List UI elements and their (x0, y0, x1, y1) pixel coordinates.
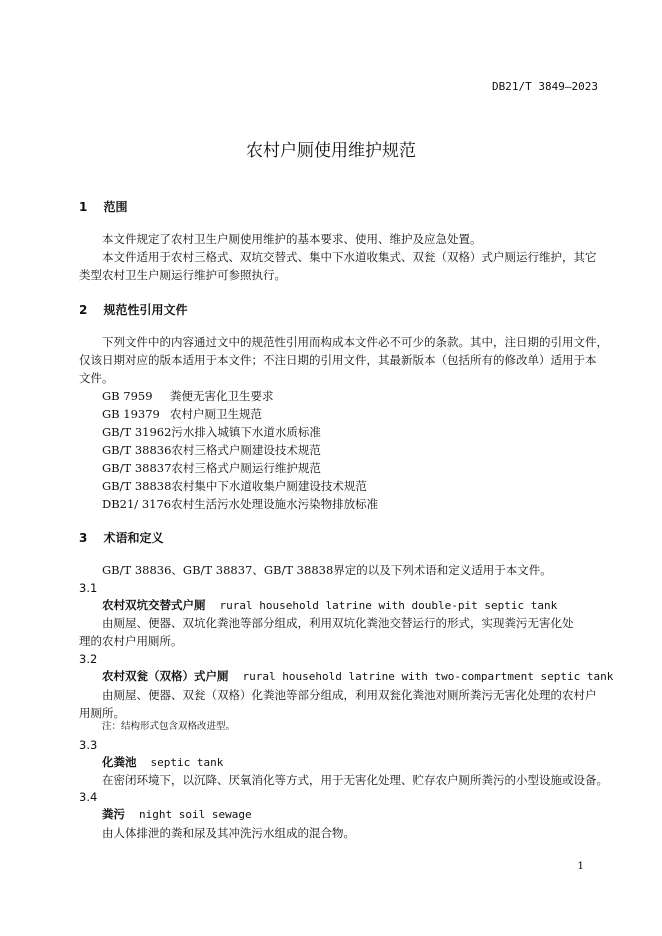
term-definition-line-1: 由厕屋、便器、双瓮（双格）化粪池等部分组成，利用双瓮化粪池对厕所粪污无害化处理的农村户 (102, 688, 597, 702)
term-en: rural household latrine with double-pit septic tank (219, 599, 558, 612)
reference-code: GB/T 38837 (102, 461, 172, 475)
reference-title: 农村三格式户厕建设技术规范 (171, 443, 321, 457)
section-3-number: 3 (79, 531, 88, 545)
section-2-number: 2 (79, 303, 88, 317)
section-1-number: 1 (79, 200, 88, 214)
standard-code: DB21/T 3849—2023 (492, 80, 598, 93)
reference-code: GB/T 31962 (102, 425, 172, 439)
document-title: 农村户厕使用维护规范 (246, 141, 416, 161)
term-cn: 农村双瓮（双格）式户厕 (102, 669, 229, 683)
section-1-heading (79, 198, 128, 215)
references-intro-line-3: 文件。 (79, 371, 114, 385)
term-definition-line-1: 由厕屋、便器、双坑化粪池等部分组成，利用双坑化粪池交替运行的形式，实现粪污无害化处 (102, 616, 574, 630)
reference-title: 污水排入城镇下水道水质标准 (171, 425, 321, 439)
reference-item (102, 388, 274, 404)
reference-item (102, 496, 378, 512)
reference-code: GB/T 38838 (102, 479, 172, 493)
reference-item (102, 442, 321, 458)
term-heading (102, 668, 613, 684)
term-en: rural household latrine with two-compartment septic tank (242, 670, 614, 683)
term-definition-line-1: 由人体排泄的粪和尿及其冲洗污水组成的混合物。 (102, 826, 355, 840)
term-definition-line-2: 理的农村户用厕所。 (79, 634, 183, 648)
terms-intro: GB/T 38836、GB/T 38837、GB/T 38838界定的以及下列术语和定义适用于本文件。 (102, 563, 552, 577)
term-cn: 粪污 (102, 807, 125, 821)
reference-item (102, 406, 262, 422)
reference-code: GB/T 38836 (102, 443, 172, 457)
section-3-heading (79, 529, 164, 546)
term-heading (102, 597, 557, 613)
term-number: 3.3 (79, 738, 98, 752)
term-number: 3.4 (79, 790, 98, 804)
reference-title: 农村三格式户厕运行维护规范 (171, 461, 321, 475)
page-number: 1 (577, 860, 584, 872)
reference-code: GB 19379 (102, 407, 160, 421)
reference-code: GB 7959 (102, 389, 153, 403)
reference-item (102, 424, 321, 440)
section-3-title: 术语和定义 (103, 531, 164, 545)
section-1-title: 范围 (103, 200, 128, 214)
section-2-heading (79, 301, 188, 318)
term-number: 3.1 (79, 581, 98, 595)
reference-item (102, 460, 321, 476)
reference-title: 农村户厕卫生规范 (170, 407, 262, 421)
term-heading (102, 806, 252, 822)
reference-code: DB21/ 3176 (102, 497, 172, 511)
term-definition-line-2: 用厕所。 (79, 706, 125, 720)
term-note: 注：结构形式包含双格改进型。 (102, 721, 236, 732)
section-2-title: 规范性引用文件 (103, 303, 188, 317)
term-cn: 化粪池 (102, 755, 137, 769)
term-definition-line-1: 在密闭环境下，以沉降、厌氧消化等方式，用于无害化处理、贮存农户厕所粪污的小型设施或设备。 (102, 773, 608, 787)
reference-item (102, 478, 367, 494)
term-cn: 农村双坑交替式户厕 (102, 598, 206, 612)
scope-paragraph-2-line-2: 类型农村卫生户厕运行维护可参照执行。 (79, 268, 286, 282)
scope-paragraph-1: 本文件规定了农村卫生户厕使用维护的基本要求、使用、维护及应急处置。 (102, 232, 482, 246)
references-intro-line-2: 仅该日期对应的版本适用于本文件；不注日期的引用文件，其最新版本（包括所有的修改单）适用于本 (79, 353, 597, 367)
reference-title: 农村生活污水处理设施水污染物排放标准 (171, 497, 379, 511)
term-heading (102, 754, 223, 770)
term-number: 3.2 (79, 652, 98, 666)
reference-title: 农村集中下水道收集户厕建设技术规范 (171, 479, 367, 493)
scope-paragraph-2-line-1: 本文件适用于农村三格式、双坑交替式、集中下水道收集式、双瓮（双格）式户厕运行维护，其它 (102, 250, 597, 264)
reference-title: 粪便无害化卫生要求 (170, 389, 274, 403)
term-en: septic tank (150, 756, 224, 769)
term-en: night soil sewage (139, 808, 252, 821)
references-intro-line-1: 下列文件中的内容通过文中的规范性引用而构成本文件必不可少的条款。其中，注日期的引用文件， (102, 335, 608, 349)
